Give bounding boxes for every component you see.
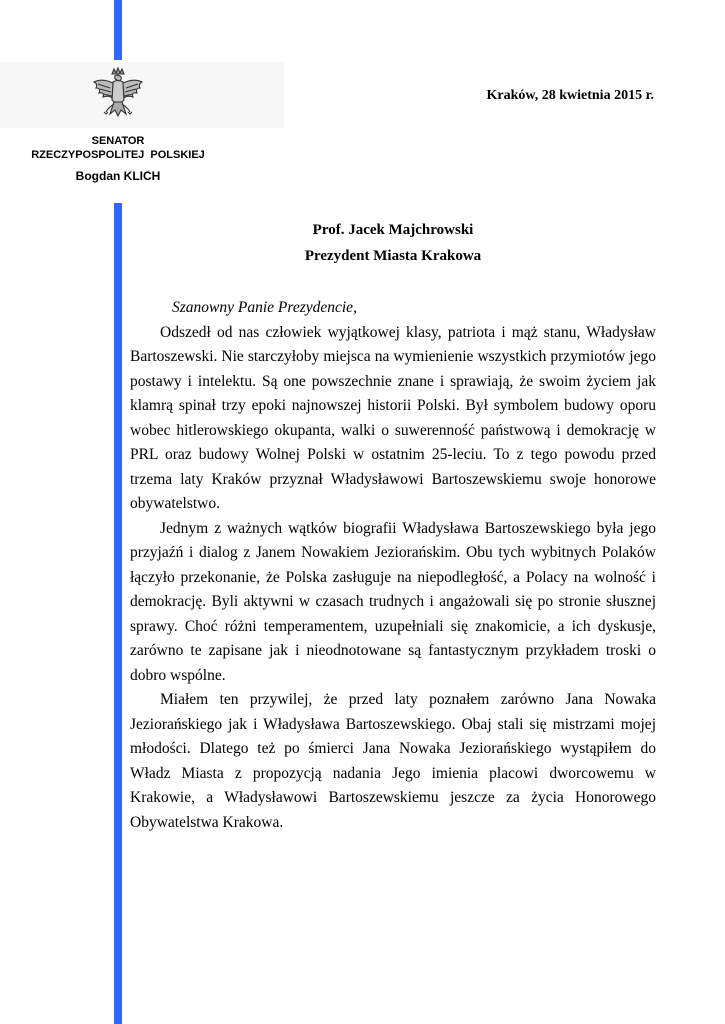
polish-eagle-emblem-icon <box>88 66 148 128</box>
date-line: Kraków, 28 kwietnia 2015 r. <box>486 88 654 103</box>
senator-name: Bogdan KLICH <box>75 169 161 183</box>
letter-body <box>130 296 656 835</box>
senator-title-line2: RZECZYPOSPOLITEJ POLSKIEJ <box>31 149 205 161</box>
salutation: Szanowny Panie Prezydencie, <box>172 299 357 316</box>
senator-title <box>0 134 236 162</box>
addressee-title: Prezydent Miasta Krakowa <box>304 248 482 264</box>
paragraph: Miałem ten przywilej, że przed laty poznałem zarówno Jana Nowaka Jeziorańskiego jak i Władysława Bartoszewskiego. Obaj stali się mistrzami mojej młodości. Dlatego też po śmierci Jana Nowaka Jeziorańskiego wystąpiłem do Władz Miasta z propozycją nadania Jego imienia placowi dworcowemu w Krakowie, a Władysławowi Bartoszewskiemu jeszcze za życia Honorowego Obywatelstwa Krakowa. <box>130 691 656 831</box>
paragraph: Odszedł od nas człowiek wyjątkowej klasy, patriota i mąż stanu, Władysław Bartoszewski. Nie starczyłoby miejsca na wymienienie wszystkich przymiotów jego postawy i intelektu. Są one powszechnie znane i sprawiają, że swoim życiem jak klamrą spinał trzy epoki najnowszej historii Polski. Był symbolem budowy oporu wobec hitlerowskiego okupanta, walki o suwerenność państwową i demokrację w PRL oraz budowy Wolnej Polski w ostatnim 25-leciu. To z tego powodu przed trzema laty Kraków przyznał Władysławowi Bartoszewskiemu swoje honorowe obywatelstwo. <box>130 323 656 512</box>
addressee-name: Prof. Jacek Majchrowski <box>312 222 474 238</box>
accent-bar-top <box>114 0 122 60</box>
accent-bar-bottom <box>114 203 122 1024</box>
senator-title-line1: SENATOR <box>91 135 145 147</box>
addressee <box>130 217 656 269</box>
paragraph: Jednym z ważnych wątków biografii Władysława Bartoszewskiego była jego przyjaźń i dialog z Janem Nowakiem Jeziorańskim. Obu tych wybitnych Polaków łączyło przekonanie, że Polska zasługuje na niepodległość, a Polacy na wolność i demokrację. Byli aktywni w czasach trudnych i angażowali się po stronie słusznej sprawy. Choć różni temperamentem, uzupełniali się znakomicie, a ich dyskusje, zarówno te zapisane jak i nieodnotowane są fantastycznym przykładem troski o dobro wspólne. <box>130 519 656 684</box>
